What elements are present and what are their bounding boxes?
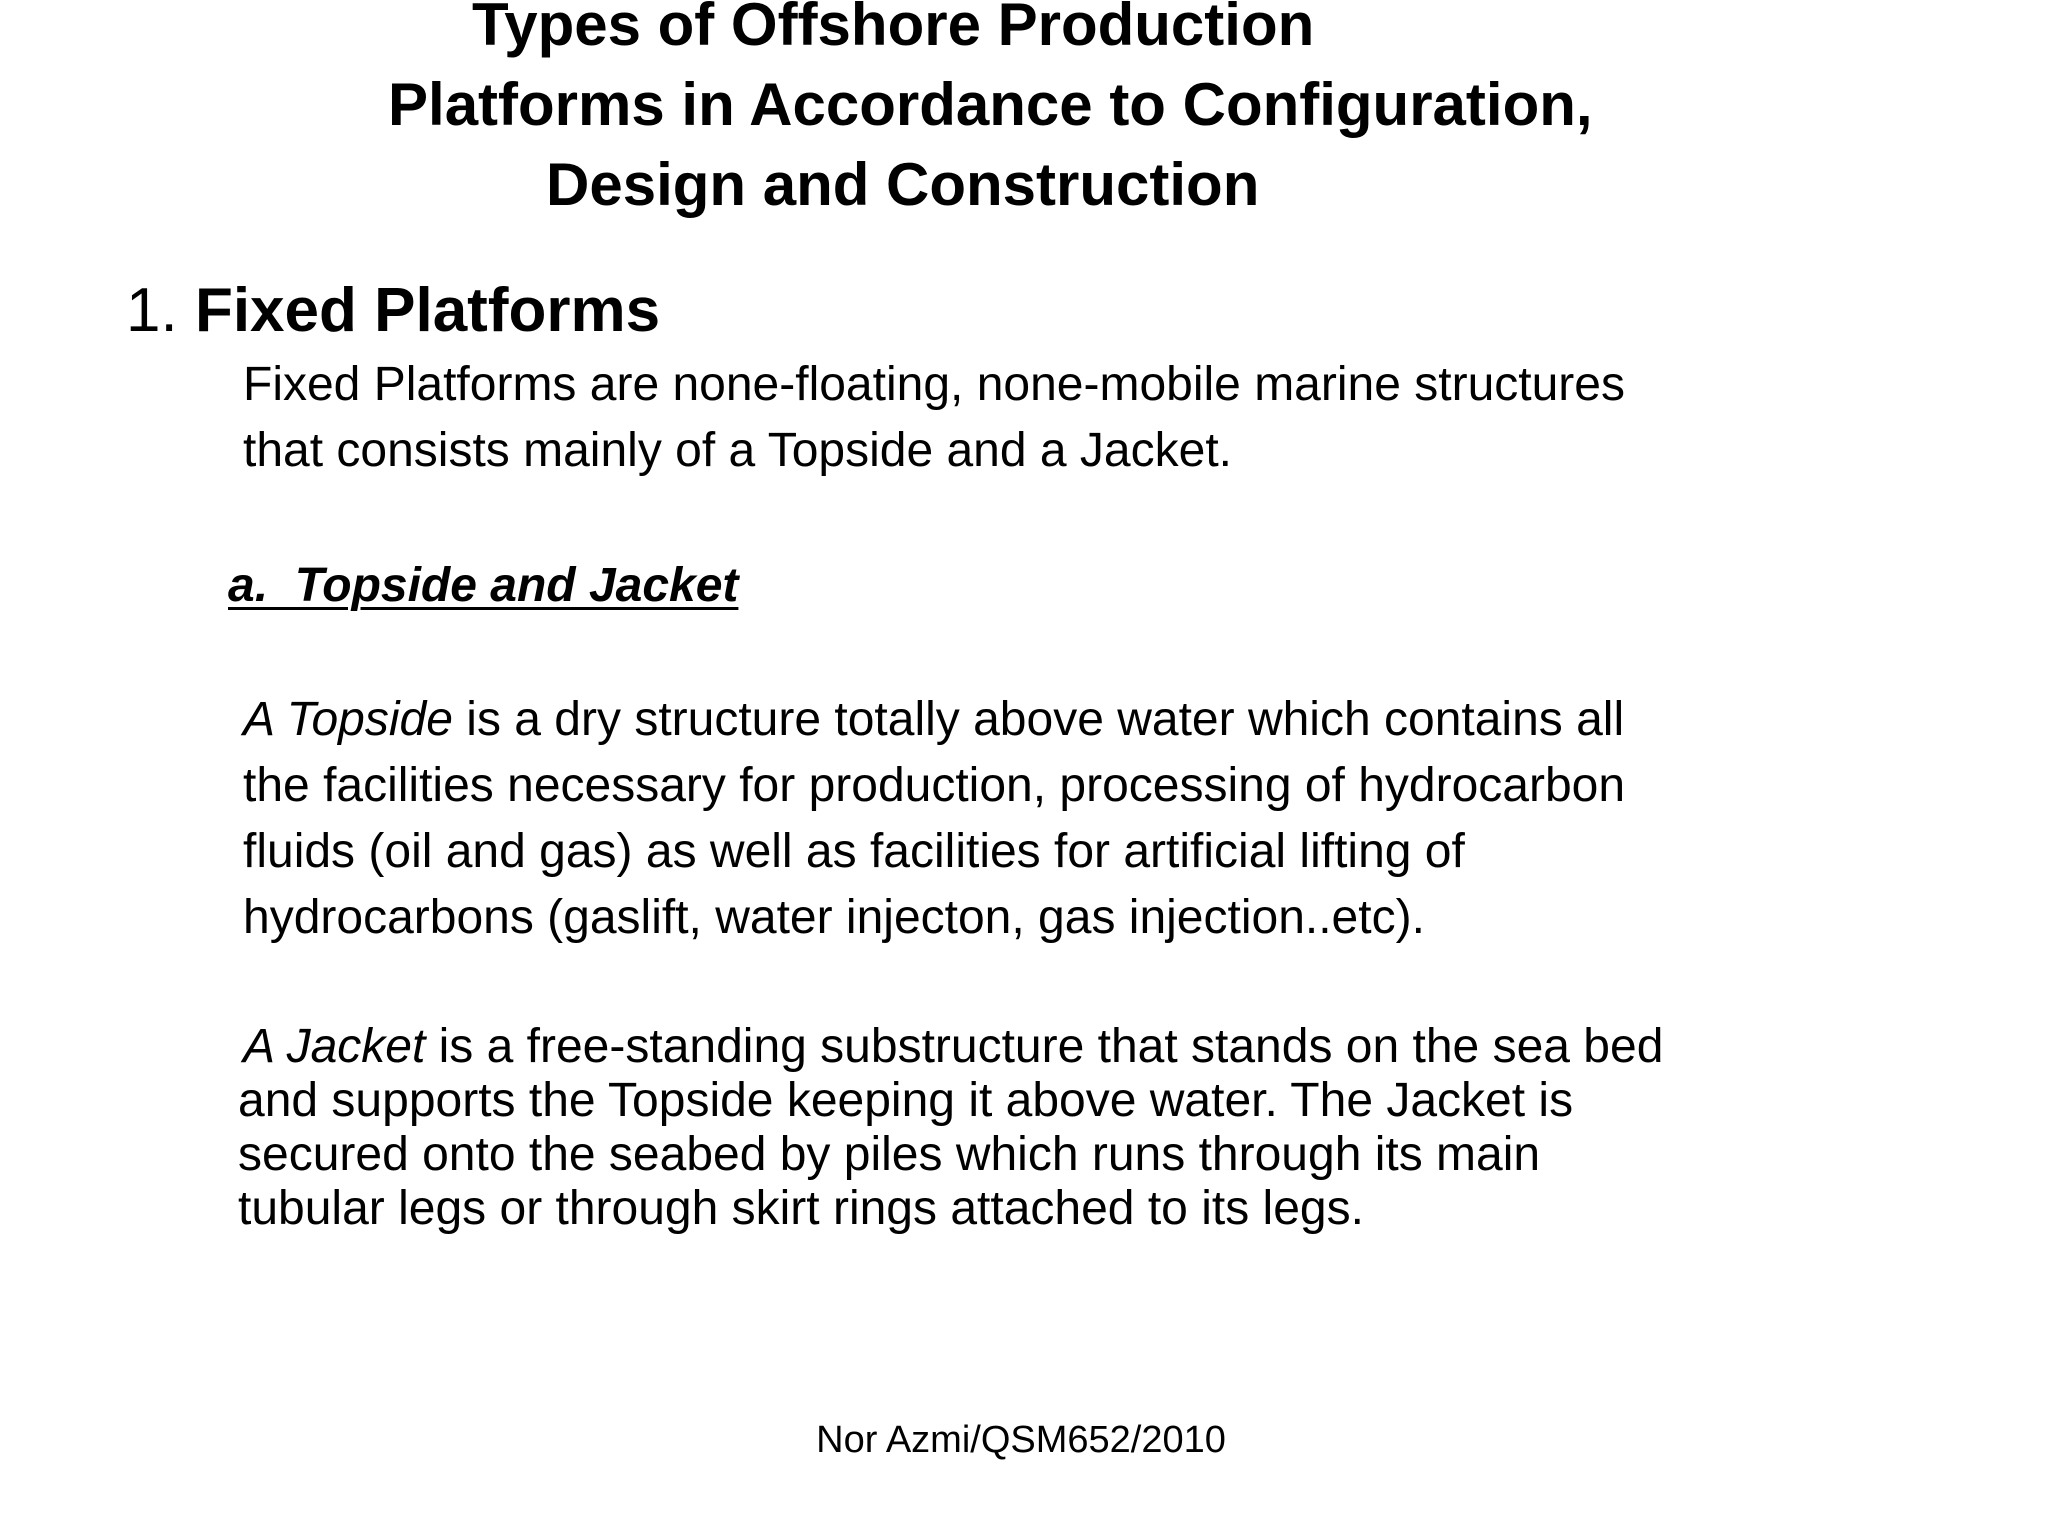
jacket-line (243, 1020, 1663, 1074)
topside-term: A Topside (243, 693, 453, 746)
intro-line: Fixed Platforms are none-floating, none-mobile marine structures (243, 358, 1625, 411)
section-number: 1. (126, 276, 178, 345)
jacket-line: tubular legs or through skirt rings attached to its legs. (238, 1182, 1364, 1235)
topside-line (243, 687, 1625, 753)
topside-line-rest: is a dry structure totally above water which contains all (452, 693, 1625, 746)
section-name: Fixed Platforms (194, 276, 661, 345)
subsection-heading: a. Topside and Jacket (228, 559, 739, 612)
jacket-paragraph (238, 1020, 1663, 1236)
section-heading (126, 276, 660, 346)
slide-title-line-3: Design and Construction (546, 151, 1260, 218)
jacket-term: A Jacket (243, 1020, 426, 1073)
topside-paragraph (243, 687, 1625, 951)
slide-footer (0, 1417, 2048, 1463)
jacket-line: secured onto the seabed by piles which runs through its main (238, 1128, 1541, 1181)
jacket-line-rest: is a free-standing substructure that stands on the sea bed (425, 1020, 1664, 1073)
topside-line: hydrocarbons (gaslift, water injecton, gas injection..etc). (243, 891, 1425, 944)
jacket-line: and supports the Topside keeping it above water. The Jacket is (238, 1074, 1574, 1127)
topside-line: fluids (oil and gas) as well as facilities for artificial lifting of (243, 825, 1465, 878)
footer-text: Nor Azmi/QSM652/2010 (816, 1419, 1226, 1461)
topside-line: the facilities necessary for production, processing of hydrocarbon (243, 759, 1626, 812)
intro-line: that consists mainly of a Topside and a Jacket. (243, 424, 1232, 477)
slide-title-line-2: Platforms in Accordance to Configuration, (388, 71, 1593, 138)
intro-paragraph (243, 352, 1625, 484)
slide-title-line-1: Types of Offshore Production (472, 0, 1315, 58)
